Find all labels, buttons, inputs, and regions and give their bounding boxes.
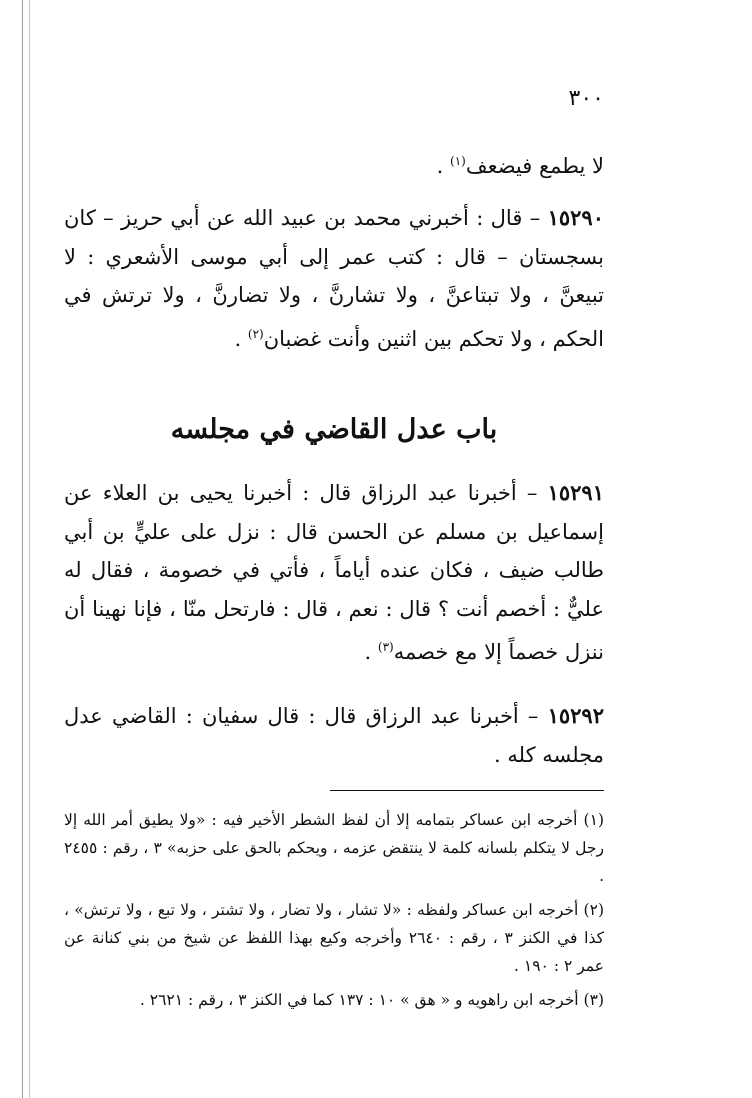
continued-text-body: لا يطمع فيضعف (465, 154, 604, 178)
footnote-text: أخرجه ابن عساكر ولفظه : «لا تشار ، ولا تضار ، ولا تشتر ، ولا تبع ، ولا ترتش» ، كذا في الكنز ٣ ، رقم : ٢٦٤٠ وأخرجه وكيع بهذا اللفظ عن شيخ من بني كنانة عن عمر ٢ : ١٩٠ . (64, 901, 604, 975)
entry-text-end: . (234, 326, 248, 351)
continued-text (64, 142, 604, 186)
entry-number: ١٥٢٩٠ (547, 205, 604, 230)
footnote-divider (330, 790, 604, 791)
footnote-text: أخرجه ابن راهويه و « هق » ١٠ : ١٣٧ كما في الكنز ٣ ، رقم : ٢٦٢١ . (139, 991, 584, 1009)
entry-text-end: . (364, 640, 378, 664)
footnote-ref-3: (٣) (377, 640, 394, 654)
entry-text: – أخبرنا عبد الرزاق قال : أخبرنا يحيى بن العلاء عن إسماعيل بن مسلم عن الحسن قال : نزل على عليٍّ بن أبي طالب ضيف ، فكان عنده أياماً ، فأتي في خصومة ، فقال له عليٌّ : أخصم أنت ؟ قال : نعم ، قال : فارتحل منّا ، فإنا نهينا أن ننزل خصماً إلا مع خصمه (64, 481, 604, 664)
footnote-marker: (٣) (583, 991, 604, 1009)
footnote-2 (64, 896, 604, 980)
entry-number: ١٥٢٩١ (547, 480, 604, 505)
hadith-entry-15291 (64, 474, 604, 672)
footnote-3 (64, 986, 604, 1014)
footnote-text: أخرجه ابن عساكر بتمامه إلا أن لفظ الشطر الأخير فيه : «ولا يطيق أمر الله إلا رجل لا يتكلم بلسانه كلمة لا ينتقض عزمه ، ويحكم بالحق على حزبه» ٣ ، رقم : ٢٤٥٥ . (64, 811, 604, 885)
footnotes-block (64, 806, 604, 1020)
footnote-ref-1: (١) (450, 154, 466, 168)
continued-text-end: . (436, 154, 450, 178)
chapter-heading: باب عدل القاضي في مجلسه (170, 414, 498, 445)
entry-number: ١٥٢٩٢ (547, 703, 604, 728)
footnote-ref-2: (٢) (247, 326, 264, 341)
binding-edge-line (22, 0, 23, 1098)
entry-text: – أخبرنا عبد الرزاق قال : قال سفيان : القاضي عدل مجلسه كله . (64, 704, 604, 767)
hadith-entry-15290 (64, 199, 604, 358)
page-number: ٣٠٠ (568, 86, 604, 111)
footnote-1 (64, 806, 604, 890)
entry-text: – قال : أخبرني محمد بن عبيد الله عن أبي حريز – كان بسجستان – قال : كتب عمر إلى أبي موسى الأشعري : لا تبيعنَّ ، ولا تبتاعنَّ ، ولا تشارنَّ ، ولا تضارنَّ ، ولا ترتش في الحكم ، ولا تحكم بين اثنين وأنت غضبان (64, 206, 604, 351)
hadith-entry-15292 (64, 697, 604, 774)
binding-edge-shadow (29, 0, 30, 1098)
footnote-marker: (٢) (583, 901, 604, 919)
footnote-marker: (١) (583, 811, 604, 829)
